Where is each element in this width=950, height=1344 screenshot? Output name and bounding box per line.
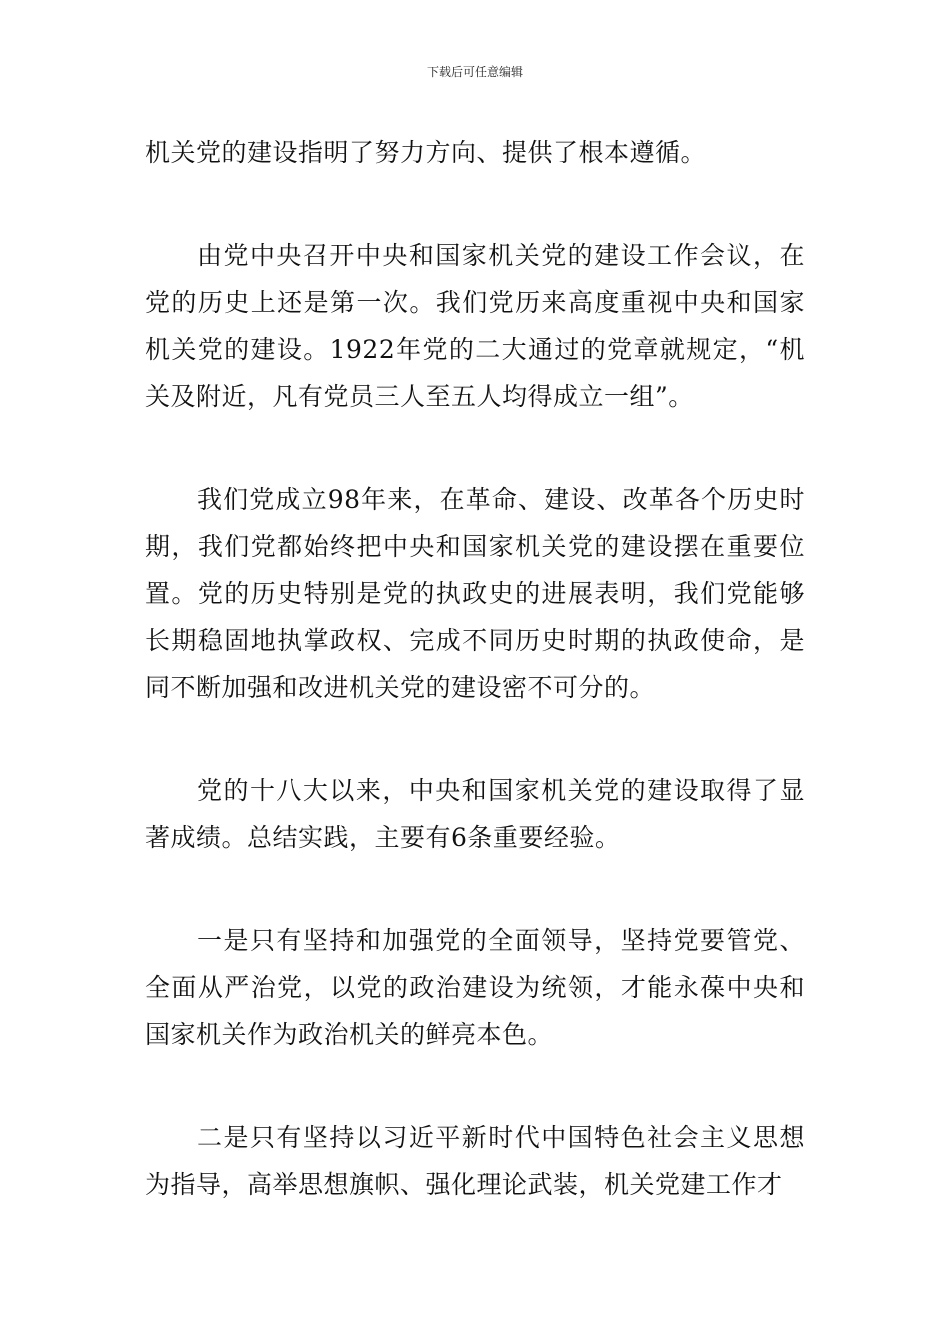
page-header: 下载后可任意编辑: [426, 65, 523, 79]
paragraph-4: 党的十八大以来，中央和国家机关党的建设取得了显著成绩。总结实践，主要有6条重要经验。: [145, 776, 805, 852]
paragraph-gap: [145, 420, 805, 476]
paragraph-gap: [145, 711, 805, 767]
paragraph-gap: [145, 176, 805, 232]
document-body: [145, 129, 805, 1208]
paragraph-2: 由党中央召开中央和国家机关党的建设工作会议，在党的历史上还是第一次。我们党历来高度重视中央和国家机关党的建设。1922年党的二大通过的党章就规定，“机关及附近，凡有党员三人至五人均得成立一组”。: [145, 241, 805, 411]
paragraph-6: 二是只有坚持以习近平新时代中国特色社会主义思想为指导，高举思想旗帜、强化理论武装，机关党建工作才: [145, 1123, 805, 1199]
paragraph-gap: [145, 1058, 805, 1114]
paragraph-gap: [145, 861, 805, 917]
paragraph-3: 我们党成立98年来，在革命、建设、改革各个历史时期，我们党都始终把中央和国家机关党的建设摆在重要位置。党的历史特别是党的执政史的进展表明，我们党能够长期稳固地执掌政权、完成不同历史时期的执政使命，是同不断加强和改进机关党的建设密不可分的。: [145, 485, 805, 702]
paragraph-1: 机关党的建设指明了努力方向、提供了根本遵循。: [145, 138, 707, 167]
paragraph-5: 一是只有坚持和加强党的全面领导，坚持党要管党、全面从严治党，以党的政治建设为统领，才能永葆中央和国家机关作为政治机关的鲜亮本色。: [145, 926, 805, 1049]
